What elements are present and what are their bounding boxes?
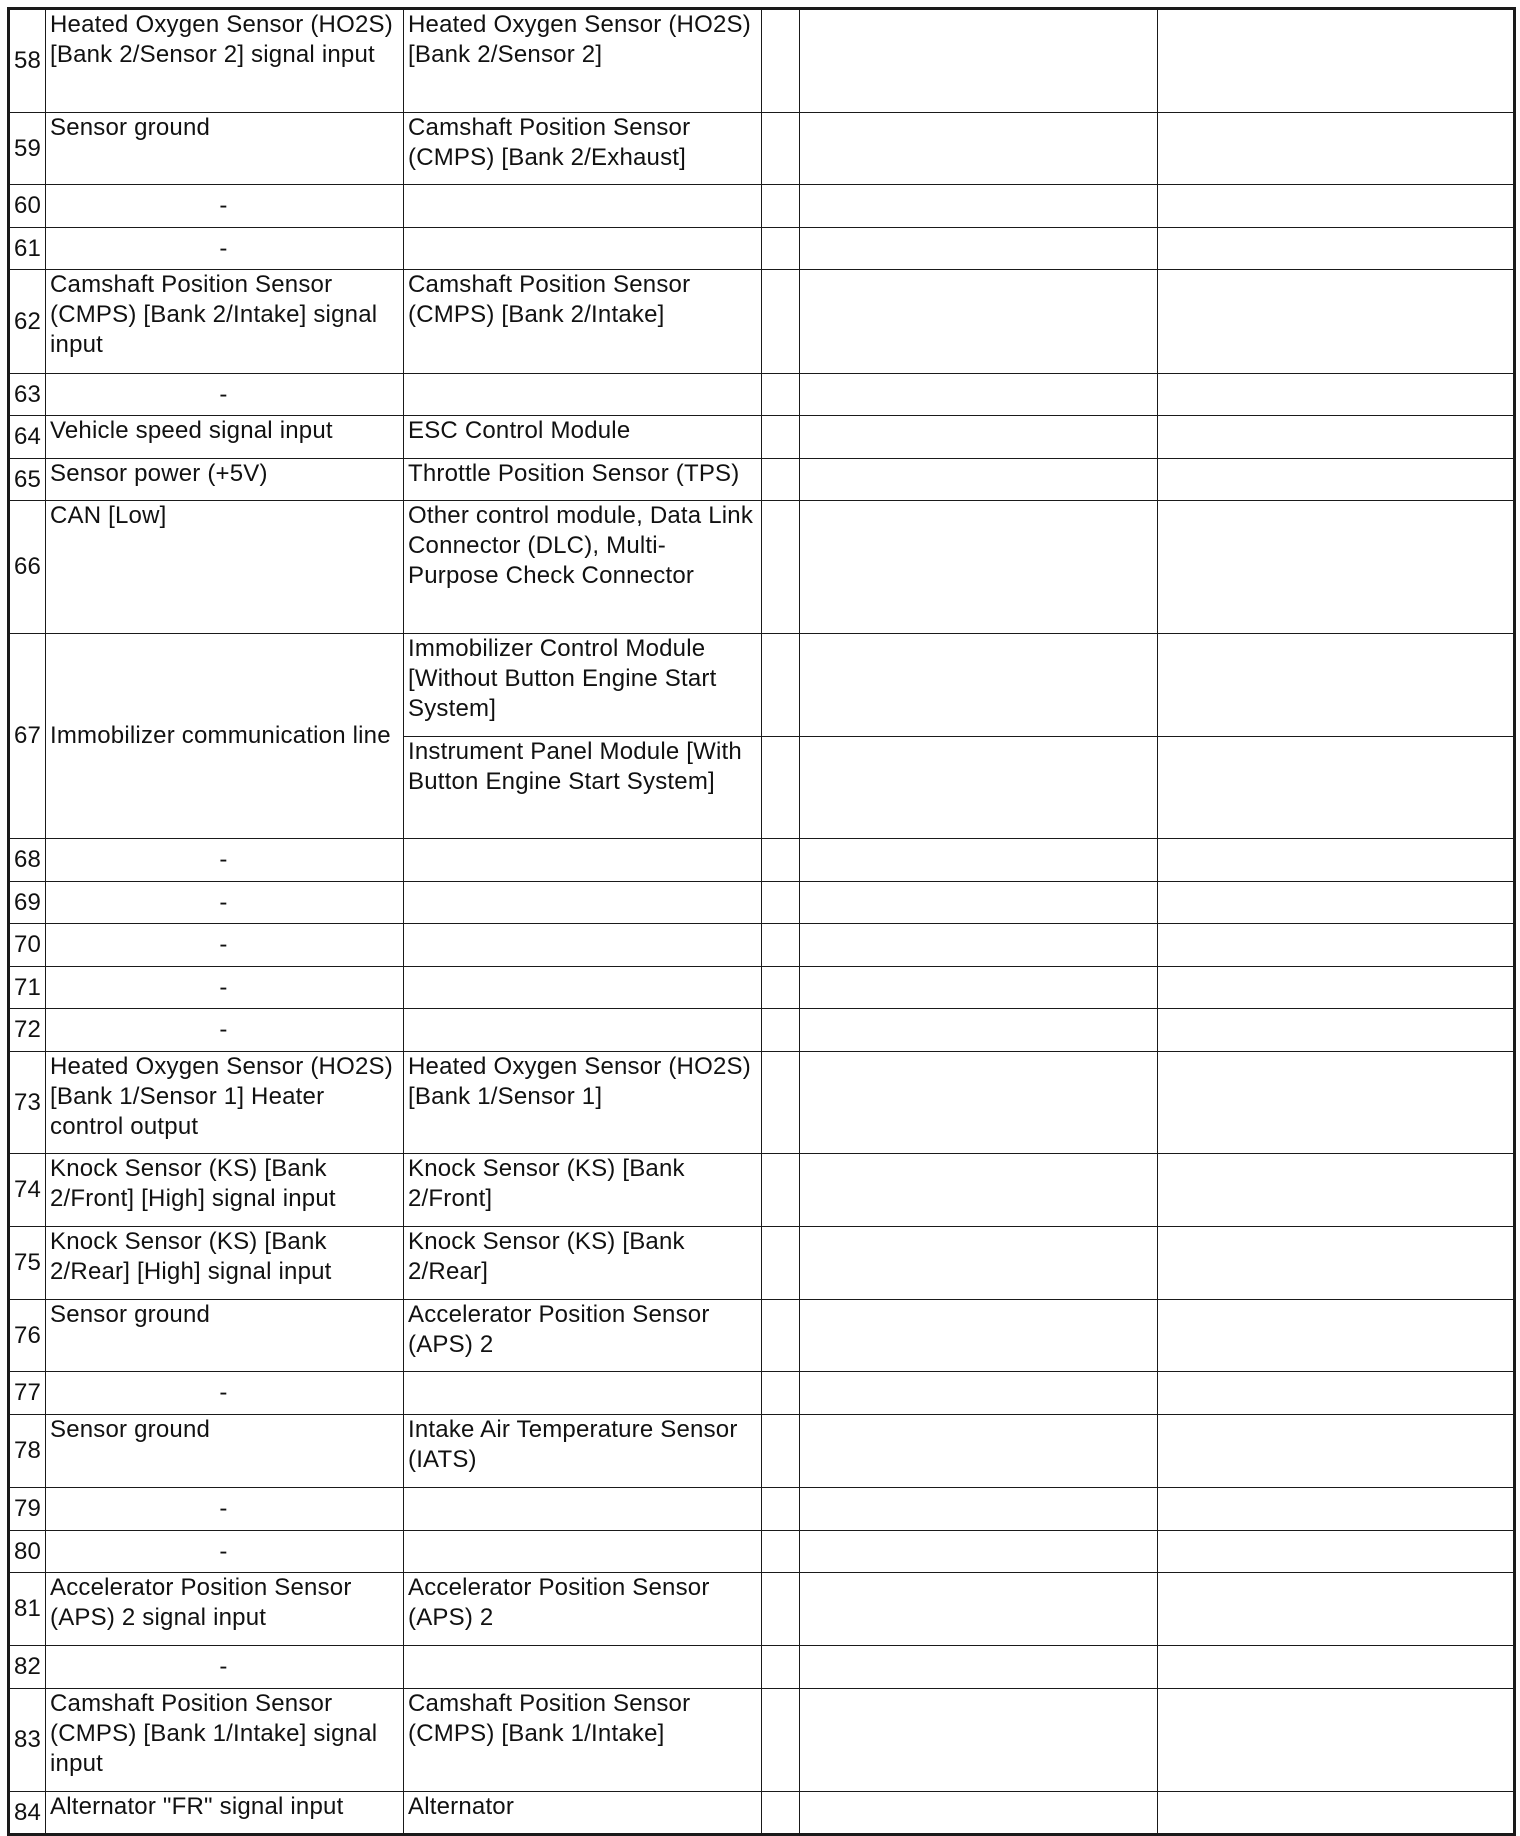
blank-col-c (1158, 374, 1515, 416)
pin-number: 64 (9, 416, 46, 459)
blank-col-a (762, 374, 800, 416)
blank-col-a (762, 634, 800, 737)
blank-col-a (762, 270, 800, 374)
blank-col-b (800, 1488, 1158, 1531)
pin-number: 73 (9, 1052, 46, 1154)
connected-to: Camshaft Position Sensor (CMPS) [Bank 2/Exhaust] (404, 113, 762, 185)
pin-function: - (46, 1488, 404, 1531)
connected-to (404, 882, 762, 924)
table-row (9, 270, 1515, 374)
table-row (9, 1415, 1515, 1488)
pin-function: Sensor ground (46, 1415, 404, 1488)
pin-function: Sensor power (+5V) (46, 459, 404, 501)
pin-function: Sensor ground (46, 113, 404, 185)
connected-to: ESC Control Module (404, 416, 762, 459)
connected-to: Knock Sensor (KS) [Bank 2/Rear] (404, 1227, 762, 1300)
connected-to (404, 1372, 762, 1415)
table-row (9, 1154, 1515, 1227)
blank-col-a (762, 1531, 800, 1573)
blank-col-b (800, 1689, 1158, 1792)
connected-to (404, 1531, 762, 1573)
blank-col-a (762, 501, 800, 634)
blank-col-b (800, 1415, 1158, 1488)
pin-number: 84 (9, 1792, 46, 1835)
blank-col-b (800, 374, 1158, 416)
pin-number: 60 (9, 185, 46, 228)
pin-number: 63 (9, 374, 46, 416)
blank-col-b (800, 1531, 1158, 1573)
pin-number: 76 (9, 1300, 46, 1372)
blank-col-c (1158, 1372, 1515, 1415)
pin-function: - (46, 1372, 404, 1415)
connected-to: Accelerator Position Sensor (APS) 2 (404, 1300, 762, 1372)
pin-number: 67 (9, 634, 46, 839)
pin-number: 81 (9, 1573, 46, 1646)
blank-col-b (800, 839, 1158, 882)
blank-col-b (800, 228, 1158, 270)
pin-number: 77 (9, 1372, 46, 1415)
connected-to: Immobilizer Control Module [Without Button Engine Start System] (404, 634, 762, 737)
table-row (9, 1646, 1515, 1689)
blank-col-a (762, 1646, 800, 1689)
connected-to: Camshaft Position Sensor (CMPS) [Bank 1/Intake] (404, 1689, 762, 1792)
connected-to: Heated Oxygen Sensor (HO2S) [Bank 2/Sensor 2] (404, 9, 762, 113)
pin-function: - (46, 374, 404, 416)
blank-col-c (1158, 967, 1515, 1009)
pin-function: - (46, 882, 404, 924)
blank-col-b (800, 416, 1158, 459)
connected-to: Heated Oxygen Sensor (HO2S) [Bank 1/Sensor 1] (404, 1052, 762, 1154)
pin-number: 65 (9, 459, 46, 501)
table-row (9, 1488, 1515, 1531)
pin-number: 83 (9, 1689, 46, 1792)
pin-number: 68 (9, 839, 46, 882)
pin-function: CAN [Low] (46, 501, 404, 634)
pin-function: - (46, 1009, 404, 1052)
connected-to (404, 185, 762, 228)
table-row (9, 9, 1515, 113)
blank-col-a (762, 1792, 800, 1835)
table-row (9, 185, 1515, 228)
pin-number: 58 (9, 9, 46, 113)
table-row (9, 1792, 1515, 1835)
pin-function: Sensor ground (46, 1300, 404, 1372)
connected-to (404, 374, 762, 416)
pin-number: 80 (9, 1531, 46, 1573)
pin-function: - (46, 228, 404, 270)
blank-col-b (800, 882, 1158, 924)
blank-col-a (762, 1300, 800, 1372)
pin-function: - (46, 967, 404, 1009)
table-row (9, 924, 1515, 967)
table-row (9, 1573, 1515, 1646)
blank-col-c (1158, 839, 1515, 882)
pin-number: 62 (9, 270, 46, 374)
blank-col-b (800, 9, 1158, 113)
table-row (9, 634, 1515, 737)
connected-to (404, 967, 762, 1009)
blank-col-a (762, 1415, 800, 1488)
blank-col-a (762, 1227, 800, 1300)
pin-function: Alternator "FR" signal input (46, 1792, 404, 1835)
blank-col-a (762, 924, 800, 967)
blank-col-b (800, 1009, 1158, 1052)
blank-col-a (762, 1488, 800, 1531)
pin-number: 59 (9, 113, 46, 185)
blank-col-a (762, 882, 800, 924)
table-row (9, 1300, 1515, 1372)
connected-to: Throttle Position Sensor (TPS) (404, 459, 762, 501)
pin-number: 71 (9, 967, 46, 1009)
pin-function: Camshaft Position Sensor (CMPS) [Bank 2/Intake] signal input (46, 270, 404, 374)
blank-col-a (762, 1372, 800, 1415)
blank-col-c (1158, 1646, 1515, 1689)
blank-col-c (1158, 1154, 1515, 1227)
connected-to (404, 924, 762, 967)
blank-col-c (1158, 228, 1515, 270)
table-row (9, 1372, 1515, 1415)
blank-col-c (1158, 113, 1515, 185)
table-row (9, 374, 1515, 416)
connected-to (404, 839, 762, 882)
blank-col-b (800, 459, 1158, 501)
blank-col-c (1158, 1531, 1515, 1573)
table-row (9, 1009, 1515, 1052)
pin-number: 70 (9, 924, 46, 967)
blank-col-a (762, 1689, 800, 1792)
blank-col-c (1158, 1488, 1515, 1531)
connected-to: Knock Sensor (KS) [Bank 2/Front] (404, 1154, 762, 1227)
blank-col-c (1158, 1415, 1515, 1488)
blank-col-c (1158, 924, 1515, 967)
blank-col-b (800, 924, 1158, 967)
pin-function: - (46, 1531, 404, 1573)
connected-to: Instrument Panel Module [With Button Engine Start System] (404, 737, 762, 839)
pin-function: - (46, 1646, 404, 1689)
blank-col-c (1158, 634, 1515, 737)
blank-col-b (800, 634, 1158, 737)
connected-to (404, 1646, 762, 1689)
connected-to: Accelerator Position Sensor (APS) 2 (404, 1573, 762, 1646)
pin-function: Immobilizer communication line (46, 634, 404, 839)
pin-number: 78 (9, 1415, 46, 1488)
blank-col-b (800, 967, 1158, 1009)
blank-col-b (800, 270, 1158, 374)
connected-to (404, 1009, 762, 1052)
table-row (9, 501, 1515, 634)
blank-col-a (762, 1052, 800, 1154)
blank-col-c (1158, 501, 1515, 634)
pin-number: 74 (9, 1154, 46, 1227)
table-row (9, 882, 1515, 924)
blank-col-c (1158, 1052, 1515, 1154)
pin-function: - (46, 924, 404, 967)
blank-col-c (1158, 1689, 1515, 1792)
pin-function: - (46, 185, 404, 228)
table-row (9, 228, 1515, 270)
blank-col-a (762, 737, 800, 839)
pin-function: Knock Sensor (KS) [Bank 2/Front] [High] signal input (46, 1154, 404, 1227)
blank-col-b (800, 1646, 1158, 1689)
pin-function: Vehicle speed signal input (46, 416, 404, 459)
pin-number: 66 (9, 501, 46, 634)
blank-col-c (1158, 416, 1515, 459)
blank-col-c (1158, 1227, 1515, 1300)
blank-col-b (800, 501, 1158, 634)
blank-col-b (800, 737, 1158, 839)
blank-col-b (800, 1227, 1158, 1300)
connected-to (404, 1488, 762, 1531)
pin-function: Heated Oxygen Sensor (HO2S) [Bank 2/Sensor 2] signal input (46, 9, 404, 113)
blank-col-c (1158, 9, 1515, 113)
blank-col-a (762, 416, 800, 459)
blank-col-a (762, 1573, 800, 1646)
pin-function: Heated Oxygen Sensor (HO2S) [Bank 1/Sensor 1] Heater control output (46, 1052, 404, 1154)
pin-function: Camshaft Position Sensor (CMPS) [Bank 1/Intake] signal input (46, 1689, 404, 1792)
blank-col-b (800, 1300, 1158, 1372)
blank-col-a (762, 967, 800, 1009)
connected-to: Camshaft Position Sensor (CMPS) [Bank 2/Intake] (404, 270, 762, 374)
connected-to: Other control module, Data Link Connector (DLC), Multi-Purpose Check Connector (404, 501, 762, 634)
pin-function: - (46, 839, 404, 882)
pin-number: 79 (9, 1488, 46, 1531)
pin-number: 61 (9, 228, 46, 270)
blank-col-b (800, 1372, 1158, 1415)
table-row (9, 839, 1515, 882)
blank-col-c (1158, 1792, 1515, 1835)
blank-col-a (762, 459, 800, 501)
connected-to: Alternator (404, 1792, 762, 1835)
blank-col-c (1158, 1009, 1515, 1052)
table-row (9, 1227, 1515, 1300)
blank-col-b (800, 113, 1158, 185)
blank-col-a (762, 1154, 800, 1227)
blank-col-a (762, 839, 800, 882)
pin-number: 75 (9, 1227, 46, 1300)
blank-col-c (1158, 737, 1515, 839)
pin-function: Knock Sensor (KS) [Bank 2/Rear] [High] signal input (46, 1227, 404, 1300)
blank-col-c (1158, 185, 1515, 228)
pin-number: 72 (9, 1009, 46, 1052)
table-row (9, 1689, 1515, 1792)
blank-col-b (800, 1052, 1158, 1154)
table-row (9, 967, 1515, 1009)
blank-col-c (1158, 1573, 1515, 1646)
connected-to: Intake Air Temperature Sensor (IATS) (404, 1415, 762, 1488)
table-row (9, 113, 1515, 185)
pin-table (7, 7, 1516, 1836)
blank-col-a (762, 228, 800, 270)
blank-col-b (800, 1154, 1158, 1227)
blank-col-c (1158, 1300, 1515, 1372)
blank-col-b (800, 1573, 1158, 1646)
blank-col-c (1158, 882, 1515, 924)
blank-col-b (800, 1792, 1158, 1835)
connected-to (404, 228, 762, 270)
blank-col-c (1158, 459, 1515, 501)
blank-col-a (762, 9, 800, 113)
table-row (9, 1531, 1515, 1573)
blank-col-c (1158, 270, 1515, 374)
pin-number: 82 (9, 1646, 46, 1689)
table-row (9, 459, 1515, 501)
blank-col-a (762, 113, 800, 185)
table-row (9, 1052, 1515, 1154)
blank-col-a (762, 1009, 800, 1052)
pin-function: Accelerator Position Sensor (APS) 2 signal input (46, 1573, 404, 1646)
blank-col-a (762, 185, 800, 228)
table-row (9, 416, 1515, 459)
pin-number: 69 (9, 882, 46, 924)
blank-col-b (800, 185, 1158, 228)
